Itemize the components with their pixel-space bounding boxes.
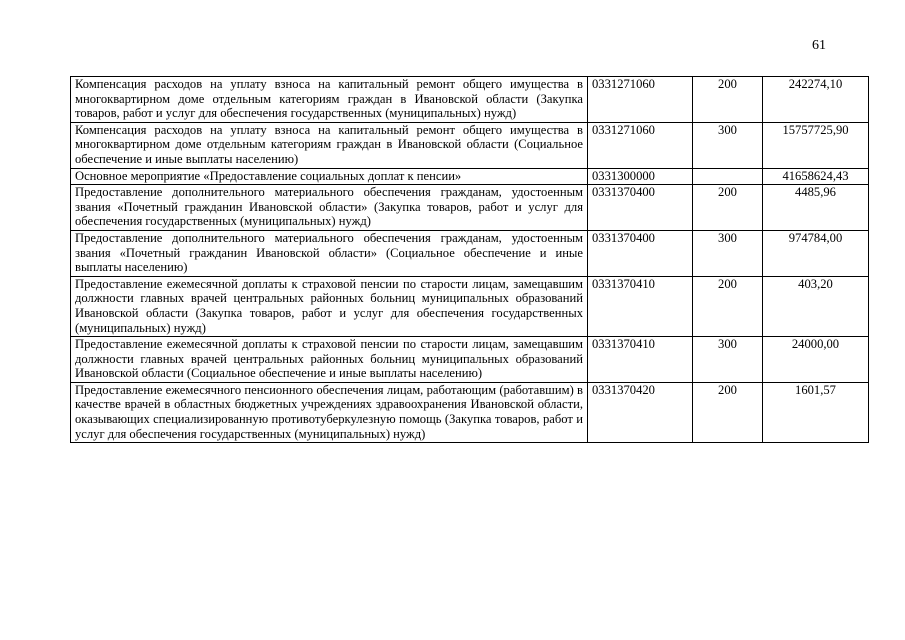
budget-table <box>70 76 869 443</box>
table-row <box>71 185 869 231</box>
amount: 242274,10 <box>763 77 869 123</box>
expense-name: Предоставление дополнительного материального обеспечения гражданам, удостоенным звания «Почетный гражданин Ивановской области» (Закупка товаров, работ и услуг для обеспечения государственных (муниципальных) нужд) <box>71 185 588 231</box>
expense-name: Предоставление дополнительного материального обеспечения гражданам, удостоенным звания «Почетный гражданин Ивановской области» (Социальное обеспечение и иные выплаты населению) <box>71 230 588 276</box>
table-row <box>71 77 869 123</box>
target-code: 0331271060 <box>588 122 693 168</box>
amount: 24000,00 <box>763 337 869 383</box>
expense-type: 200 <box>693 185 763 231</box>
table-row <box>71 122 869 168</box>
table-row <box>71 382 869 442</box>
expense-name: Компенсация расходов на уплату взноса на капитальный ремонт общего имущества в многоквартирном доме отдельным категориям граждан в Ивановской области (Социальное обеспечение и иные выплаты населению) <box>71 122 588 168</box>
target-code: 0331370410 <box>588 276 693 336</box>
target-code: 0331370410 <box>588 337 693 383</box>
expense-type <box>693 168 763 185</box>
expense-type: 200 <box>693 382 763 442</box>
expense-type: 300 <box>693 122 763 168</box>
target-code: 0331300000 <box>588 168 693 185</box>
expense-type: 300 <box>693 337 763 383</box>
table-row <box>71 168 869 185</box>
page-number: 61 <box>812 38 826 53</box>
expense-name: Компенсация расходов на уплату взноса на капитальный ремонт общего имущества в многоквартирном доме отдельным категориям граждан в Ивановской области (Закупка товаров, работ и услуг для обеспечения государственных (муниципальных) нужд) <box>71 77 588 123</box>
amount: 15757725,90 <box>763 122 869 168</box>
amount: 1601,57 <box>763 382 869 442</box>
amount: 4485,96 <box>763 185 869 231</box>
table-row <box>71 276 869 336</box>
expense-name: Предоставление ежемесячного пенсионного обеспечения лицам, работающим (работавшим) в качестве врачей в областных бюджетных учреждениях здравоохранения Ивановской области, оказывающих специализированную противотуберкулезную помощь (Закупка товаров, работ и услуг для обеспечения государственных (муниципальных) нужд) <box>71 382 588 442</box>
expense-type: 300 <box>693 230 763 276</box>
amount: 974784,00 <box>763 230 869 276</box>
table-row <box>71 230 869 276</box>
table-row <box>71 337 869 383</box>
expense-type: 200 <box>693 77 763 123</box>
target-code: 0331370420 <box>588 382 693 442</box>
target-code: 0331370400 <box>588 230 693 276</box>
expense-name: Предоставление ежемесячной доплаты к страховой пенсии по старости лицам, замещавшим должности главных врачей центральных районных больниц муниципальных образований Ивановской области (Социальное обеспечение и иные выплаты населению) <box>71 337 588 383</box>
target-code: 0331370400 <box>588 185 693 231</box>
expense-name: Предоставление ежемесячной доплаты к страховой пенсии по старости лицам, замещавшим должности главных врачей центральных районных больниц муниципальных образований Ивановской области (Закупка товаров, работ и услуг для обеспечения государственных (муниципальных) нужд) <box>71 276 588 336</box>
expense-type: 200 <box>693 276 763 336</box>
target-code: 0331271060 <box>588 77 693 123</box>
expense-name: Основное мероприятие «Предоставление социальных доплат к пенсии» <box>71 168 588 185</box>
amount: 403,20 <box>763 276 869 336</box>
amount: 41658624,43 <box>763 168 869 185</box>
